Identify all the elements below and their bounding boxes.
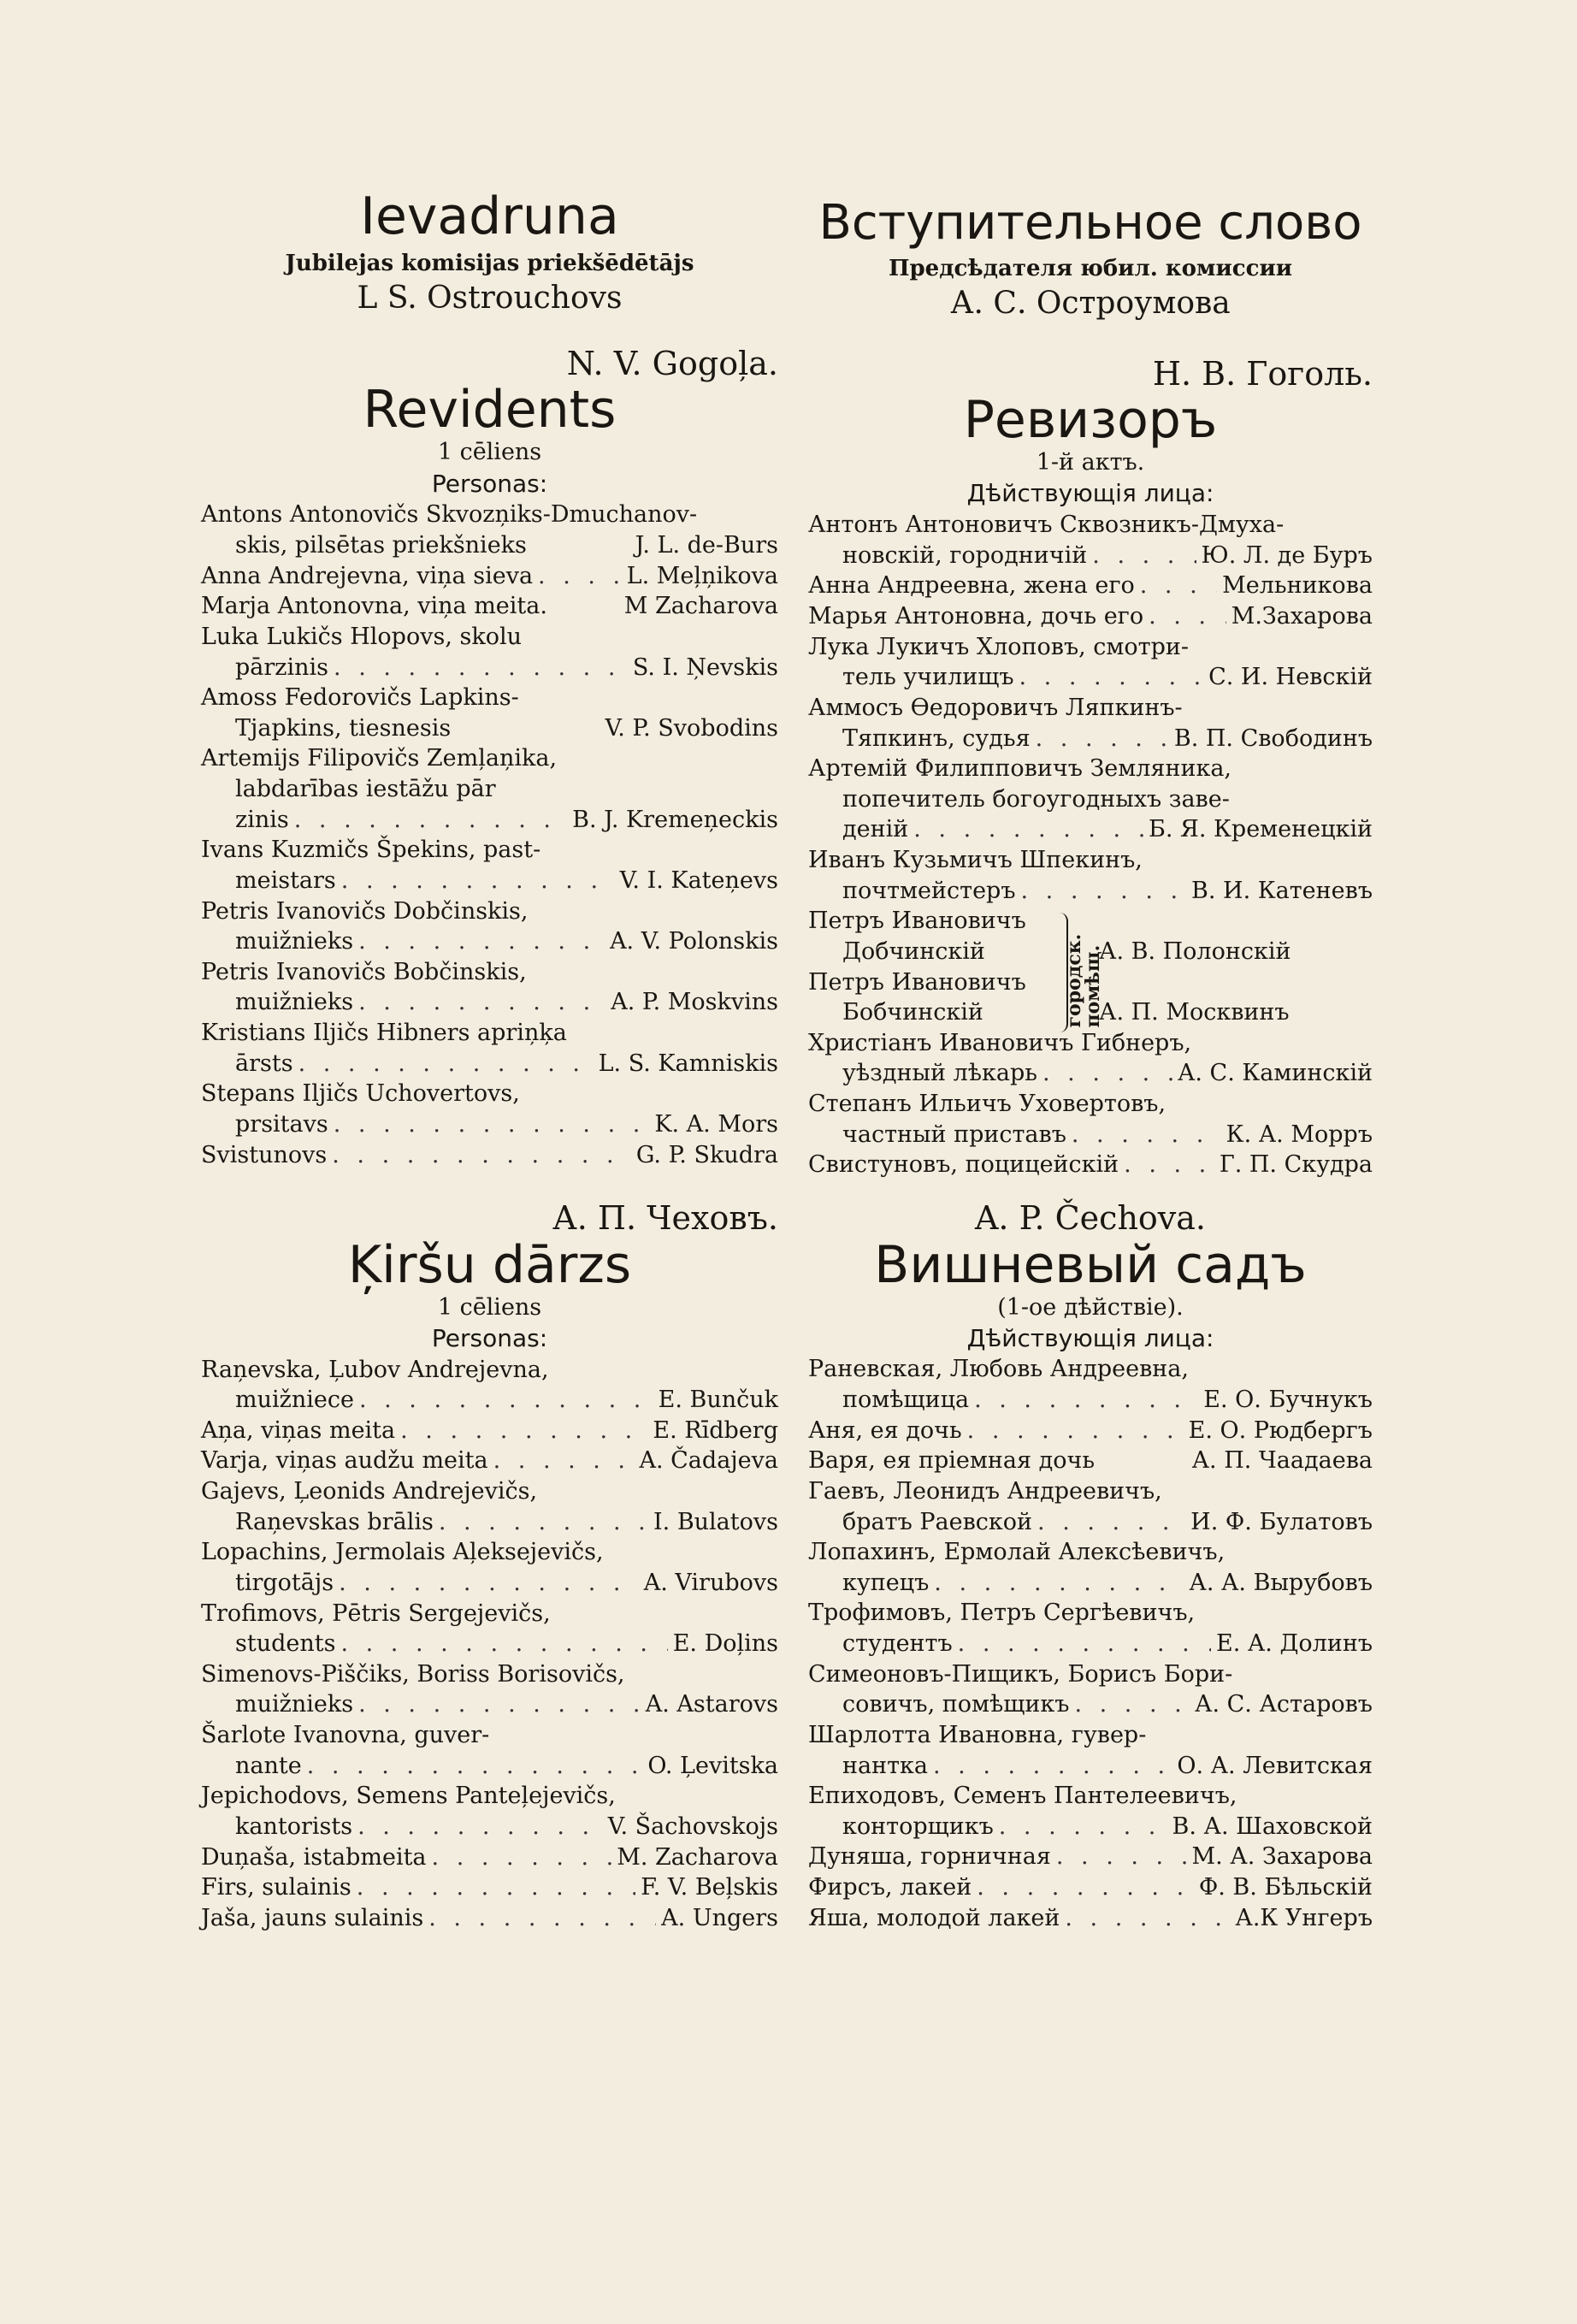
cast-actor: В. П. Свободинъ <box>1173 724 1373 752</box>
cast-role: Trofimovs, Pētris Sergejevičs, <box>201 1600 551 1627</box>
cast-entry <box>808 601 1373 632</box>
cast-role: muižnieks <box>235 928 354 955</box>
cast-role: Anna Andrejevna, viņa sieva <box>201 562 534 589</box>
cast-actor: M. Zacharova <box>617 1843 778 1871</box>
cast-role: Антонъ Антоновичъ Сквозникъ-Дмуха- <box>808 512 1285 539</box>
cast-role: Duņaša, istabmeita <box>201 1843 427 1871</box>
cast-role: Ivans Kuzmičs Špekins, past- <box>201 837 541 864</box>
cast-entry <box>808 1537 1373 1568</box>
cast-entry <box>808 1568 1373 1599</box>
cast-role: Petris Ivanovičs Dobčinskis, <box>201 897 529 925</box>
play1-cast-list <box>201 500 778 1170</box>
cast-actor: V. Šachovskojs <box>607 1812 778 1840</box>
play1-author: N. V. Gogoļa. <box>566 344 778 382</box>
cast-actor: G. P. Skudra <box>635 1141 778 1168</box>
cast-actor: L. S. Kamniskis <box>598 1050 778 1077</box>
cast-role: Gajevs, Ļeonids Andrejevičs, <box>201 1478 538 1505</box>
cast-role: Antons Antonovičs Skvozņiks-Dmuchanov- <box>201 501 698 529</box>
leader-dots <box>340 1629 667 1659</box>
cast-role: Раневская, Любовь Андреевна, <box>808 1356 1189 1383</box>
cast-role: Петръ Ивановичъ <box>808 968 1026 996</box>
intro-speaker-ru: А. С. Остроумова <box>950 285 1231 321</box>
cast-entry <box>201 866 778 896</box>
cast-actor: S. I. Ņevskis <box>632 653 778 681</box>
cast-entry <box>808 1903 1373 1934</box>
cast-role: Šarlote Ivanovna, guver- <box>201 1722 490 1749</box>
cast-entry <box>201 1751 778 1782</box>
cast-role: Шарлотта Ивановна, гувер- <box>808 1721 1147 1748</box>
cast-role: Simenovs-Piščiks, Boriss Borisovičs, <box>201 1660 625 1688</box>
cast-entry <box>201 987 778 1018</box>
cast-entry <box>808 1720 1373 1751</box>
cast-entry <box>201 1629 778 1659</box>
leader-dots <box>1149 601 1226 632</box>
leader-dots <box>1065 1903 1230 1934</box>
cast-role: Luka Lukičs Hlopovs, skolu <box>201 623 522 650</box>
cast-entry <box>808 1476 1373 1507</box>
cast-entry <box>201 743 778 774</box>
cast-actor: Ф. В. Бѣльскій <box>1198 1874 1373 1901</box>
cast-entry <box>201 926 778 957</box>
cast-actor: А.К Унгеръ <box>1235 1904 1373 1931</box>
brace-label: городск. помѣщ. <box>1063 933 1104 1028</box>
leader-dots <box>341 866 615 896</box>
play2-act: 1 cēliens <box>437 1293 542 1321</box>
play1-persons-heading: Personas: <box>431 469 548 498</box>
cast-role: Яша, молодой лакей <box>808 1904 1060 1931</box>
leader-dots <box>294 805 567 836</box>
cast-entry <box>201 957 778 988</box>
cast-role: Лопахинъ, Ермолай Алексѣевичъ, <box>808 1539 1226 1566</box>
cast-role: Епиходовъ, Семенъ Пантелеевичъ, <box>808 1783 1237 1810</box>
cast-role: Raņevska, Ļubov Andrejevna, <box>201 1356 549 1383</box>
cast-entry <box>808 784 1373 815</box>
cast-entry <box>808 1598 1373 1629</box>
cast-entry <box>201 1018 778 1049</box>
play2-persons-heading-ru: Дѣйствующія лица: <box>966 1323 1214 1352</box>
cast-actor: Г. П. Скудра <box>1219 1151 1373 1179</box>
cast-actor: E. Rīdberg <box>653 1416 778 1444</box>
cast-actor: С. И. Невскій <box>1208 664 1373 691</box>
cast-entry <box>201 1781 778 1812</box>
cast-actor: B. J. Kremeņeckis <box>572 806 778 833</box>
cast-role: Симеоновъ-Пищикъ, Борисъ Бори- <box>808 1660 1233 1688</box>
leader-dots <box>1124 1150 1214 1180</box>
play1-author-ru: Н. В. Гоголь. <box>1152 354 1373 393</box>
cast-role: Tjapkins, tiesnesis <box>235 714 452 742</box>
cast-entry <box>808 510 1373 541</box>
cast-actor: M Zacharova <box>623 593 778 620</box>
cast-entry <box>201 1842 778 1873</box>
play2-title: Ķiršu dārzs <box>347 1234 632 1295</box>
cast-entry <box>201 500 778 530</box>
cast-role: попечитель богоугодныхъ заве- <box>842 785 1230 813</box>
leader-dots <box>332 1140 631 1171</box>
cast-actor: А. А. Вырубовъ <box>1189 1569 1373 1596</box>
cast-entry <box>201 1903 778 1934</box>
cast-role: pārzinis <box>235 653 329 681</box>
cast-entry <box>808 1354 1373 1385</box>
cast-actor: О. А. Левитская <box>1177 1752 1373 1779</box>
cast-role: нантка <box>842 1752 928 1779</box>
cast-role: новскій, городничій <box>842 541 1088 569</box>
cast-role: Петръ Ивановичъ <box>808 908 1026 935</box>
cast-entry <box>201 1872 778 1903</box>
cast-entry <box>201 1507 778 1538</box>
leader-dots <box>1036 724 1169 754</box>
cast-entry <box>201 1599 778 1629</box>
leader-dots <box>359 1385 653 1416</box>
cast-entry <box>201 1140 778 1171</box>
cast-role: students <box>235 1630 336 1658</box>
leader-dots <box>1140 571 1217 601</box>
leader-dots <box>358 1689 641 1720</box>
leader-dots <box>493 1446 635 1476</box>
cast-entry <box>808 1028 1373 1059</box>
play1-cast-list-ru-2 <box>808 1028 1373 1180</box>
cast-role: Степанъ Ильичъ Уховертовъ, <box>808 1091 1167 1118</box>
cast-entry <box>808 571 1373 601</box>
cast-actor: К. А. Морръ <box>1226 1121 1373 1148</box>
cast-role: skis, pilsētas priekšnieks <box>235 532 527 559</box>
cast-role: muižnieks <box>235 1691 354 1718</box>
leader-dots <box>334 653 628 683</box>
cast-role: Свистуновъ, поцицейскій <box>808 1151 1119 1179</box>
cast-role: nante <box>235 1752 302 1779</box>
cast-actor: Мельникова <box>1222 572 1373 600</box>
leader-dots <box>934 1568 1184 1599</box>
cast-actor: A. P. Moskvins <box>611 989 778 1016</box>
cast-entry <box>201 683 778 713</box>
cast-actor: A. Virubovs <box>643 1569 778 1596</box>
play2-author-ru: A. P. Čechova. <box>974 1198 1207 1237</box>
cast-role: Анна Андреевна, жена его <box>808 572 1135 600</box>
cast-entry <box>201 1689 778 1720</box>
cast-actor: A. Ungers <box>661 1904 778 1931</box>
cast-role: Варя, ея пріемная дочь <box>808 1447 1096 1475</box>
cast-entry <box>808 1842 1373 1872</box>
cast-entry <box>808 662 1373 693</box>
cast-entry <box>201 1109 778 1140</box>
cast-actor: F. V. Beļskis <box>641 1874 778 1901</box>
play2-cast-list <box>201 1355 778 1934</box>
cast-actor: И. Ф. Булатовъ <box>1190 1508 1373 1535</box>
leader-dots <box>967 1416 1184 1446</box>
cast-entry <box>201 653 778 683</box>
cast-entry <box>808 754 1373 784</box>
cast-role: Фирсъ, лакей <box>808 1874 972 1901</box>
leader-dots <box>357 1872 635 1903</box>
cast-entry <box>808 1416 1373 1446</box>
cast-entry <box>808 1507 1373 1538</box>
leader-dots <box>538 561 622 592</box>
intro-title-ru: Вступительное слово <box>818 195 1362 251</box>
leader-dots <box>958 1629 1211 1659</box>
cast-entry <box>201 1355 778 1386</box>
cast-role: Artemijs Filipovičs Zemļaņika, <box>201 745 558 772</box>
right-column <box>808 195 1373 1933</box>
cast-role: Лука Лукичъ Хлоповъ, смотри- <box>808 633 1190 660</box>
cast-entry <box>808 1812 1373 1842</box>
leader-dots <box>428 1903 656 1934</box>
cast-actor: В. А. Шаховской <box>1172 1812 1373 1840</box>
leader-dots <box>400 1416 647 1446</box>
play1-cast-list-ru <box>808 510 1373 906</box>
cast-role: Артемій Филипповичъ Земляника, <box>808 755 1232 783</box>
cast-entry <box>201 1049 778 1079</box>
cast-actor: Ю. Л. де Буръ <box>1201 541 1373 569</box>
cast-actor: E. Doļins <box>672 1630 778 1658</box>
leader-dots <box>1037 1507 1185 1538</box>
cast-entry <box>201 1446 778 1476</box>
cast-entry <box>201 1079 778 1109</box>
leader-dots <box>357 1812 603 1842</box>
cast-role: Varja, viņas audžu meita <box>201 1447 488 1475</box>
leader-dots <box>358 926 605 957</box>
intro-title: Ievadruna <box>360 186 619 246</box>
play1-act-ru: 1-й актъ. <box>1036 449 1145 476</box>
cast-role: Дуняша, горничная <box>808 1843 1051 1871</box>
cast-entry <box>201 1659 778 1690</box>
play2-title-ru: Вишневый садъ <box>874 1234 1307 1295</box>
cast-actor: А. П. Москвинъ <box>1099 999 1290 1026</box>
cast-role: Marja Antonovna, viņa meita. <box>201 593 547 620</box>
cast-role: Марья Антоновна, дочь его <box>808 603 1144 630</box>
play1-title: Revidents <box>363 380 617 441</box>
cast-entry <box>201 774 778 805</box>
cast-role: zinis <box>235 806 289 833</box>
play2-act-ru: (1-ое дѣйствіе). <box>997 1293 1184 1321</box>
cast-entry <box>201 530 778 561</box>
cast-role: muižnieks <box>235 989 354 1016</box>
cast-entry <box>808 1629 1373 1659</box>
cast-role: Аня, ея дочь <box>808 1416 962 1444</box>
cast-role: tirgotājs <box>235 1569 334 1596</box>
leader-dots <box>334 1109 650 1140</box>
leader-dots <box>1019 662 1204 693</box>
cast-role: Raņevskas brālis <box>235 1508 434 1535</box>
cast-actor: J. L. de-Burs <box>635 532 778 559</box>
leader-dots <box>1021 876 1187 907</box>
cast-entry <box>201 1416 778 1446</box>
cast-actor: А. С. Каминскій <box>1177 1060 1373 1087</box>
leader-dots <box>432 1842 612 1873</box>
cast-role: muižniece <box>235 1387 354 1414</box>
cast-actor: V. I. Kateņevs <box>619 866 778 894</box>
cast-role: Гаевъ, Леонидъ Андреевичъ, <box>808 1477 1162 1505</box>
cast-entry <box>201 591 778 622</box>
cast-entry <box>808 814 1373 845</box>
leader-dots <box>298 1049 594 1079</box>
cast-actor: М.Захарова <box>1231 603 1373 630</box>
cast-actor: А. С. Астаровъ <box>1195 1691 1373 1718</box>
cast-role: помѣщица <box>842 1387 970 1414</box>
cast-entry <box>808 724 1373 754</box>
cast-role: совичъ, помѣщикъ <box>842 1691 1070 1718</box>
cast-role: Firs, sulainis <box>201 1874 351 1901</box>
cast-actor: Е. А. Долинъ <box>1215 1630 1373 1658</box>
cast-entry <box>201 1385 778 1416</box>
play1-persons-heading-ru: Дѣйствующія лица: <box>966 479 1214 508</box>
cast-role: Stepans Iljičs Uchovertovs, <box>201 1080 520 1108</box>
cast-actor: O. Ļevitska <box>647 1752 778 1779</box>
leader-dots <box>913 814 1143 845</box>
cast-role: уѣздный лѣкарь <box>842 1060 1037 1087</box>
left-column <box>201 186 778 1933</box>
cast-entry <box>808 1446 1373 1476</box>
cast-entry <box>201 622 778 653</box>
cast-role: Иванъ Кузьмичъ Шпекинъ, <box>808 847 1143 874</box>
cast-actor: I. Bulatovs <box>653 1508 778 1535</box>
leader-dots <box>1042 1058 1172 1089</box>
leader-dots <box>1074 1689 1190 1720</box>
cast-entry <box>808 1751 1373 1782</box>
cast-role: почтмейстеръ <box>842 877 1016 904</box>
cast-role: Aņa, viņas meita <box>201 1416 396 1444</box>
cast-role: Petris Ivanovičs Bobčinskis, <box>201 958 527 985</box>
cast-entry <box>808 876 1373 907</box>
leader-dots <box>307 1751 643 1782</box>
cast-actor: A. V. Polonskis <box>610 928 778 955</box>
leader-dots <box>1092 541 1196 571</box>
cast-entry <box>808 1120 1373 1150</box>
cast-role: Lopachins, Jermolais Aļeksejevičs, <box>201 1539 604 1566</box>
cast-role: купецъ <box>842 1569 930 1596</box>
cast-role: Аммосъ Өедоровичъ Ляпкинъ- <box>808 694 1183 721</box>
cast-actor: А. П. Чаадаева <box>1191 1447 1373 1475</box>
cast-entry <box>808 1781 1373 1812</box>
cast-role: prsitavs <box>235 1110 328 1138</box>
cast-role: братъ Раевской <box>842 1508 1033 1535</box>
leader-dots <box>1072 1120 1221 1150</box>
cast-entry <box>808 632 1373 663</box>
cast-role: meistars <box>235 866 336 894</box>
cast-entry <box>808 1089 1373 1120</box>
play2-persons-heading: Personas: <box>431 1323 548 1352</box>
cast-entry <box>201 1568 778 1599</box>
cast-role: Kristians Iljičs Hibners apriņķa <box>201 1020 567 1046</box>
leader-dots <box>933 1751 1172 1782</box>
intro-speaker: L S. Ostrouchovs <box>357 281 623 316</box>
cast-entry <box>808 1385 1373 1416</box>
cast-role: конторщикъ <box>842 1812 994 1840</box>
cast-actor: М. А. Захарова <box>1191 1843 1373 1871</box>
play2-author: А. П. Чеховъ. <box>552 1199 778 1238</box>
cast-role: Amoss Fedorovičs Lapkins- <box>201 684 519 712</box>
cast-role: студентъ <box>842 1630 953 1658</box>
cast-entry <box>201 805 778 836</box>
play1-title-ru: Ревизоръ <box>963 390 1218 451</box>
play2-cast-list-ru <box>808 1354 1373 1933</box>
cast-role: ārsts <box>235 1050 293 1077</box>
cast-entry <box>808 1058 1373 1089</box>
cast-actor: Е. О. Рюдбергъ <box>1188 1416 1373 1444</box>
cast-entry <box>808 1150 1373 1180</box>
cast-role: Добчинскій <box>842 937 985 965</box>
cast-entry <box>201 1812 778 1842</box>
leader-dots <box>999 1812 1167 1842</box>
cast-role: Трофимовъ, Петръ Сергѣевичъ, <box>808 1600 1196 1627</box>
cast-role: Jepichodovs, Semens Panteļejevičs, <box>201 1783 616 1810</box>
cast-role: тель училищъ <box>842 664 1014 691</box>
leader-dots <box>1056 1842 1187 1872</box>
cast-entry <box>201 1476 778 1507</box>
leader-dots <box>974 1385 1198 1416</box>
cast-entry <box>808 541 1373 571</box>
cast-actor: А. В. Полонскій <box>1099 937 1291 965</box>
cast-actor: A. Astarovs <box>645 1691 778 1718</box>
leader-dots <box>358 987 605 1018</box>
intro-subtitle: Jubilejas komisijas priekšēdētājs <box>285 251 694 276</box>
cast-role: Христіанъ Ивановичъ Гибнеръ, <box>808 1029 1192 1056</box>
cast-entry <box>808 845 1373 876</box>
cast-actor: В. И. Катеневъ <box>1191 877 1373 904</box>
cast-actor: L. Meļņikova <box>626 562 778 589</box>
cast-entry <box>201 1537 778 1568</box>
cast-role: частный приставъ <box>842 1121 1066 1148</box>
cast-entry <box>808 1872 1373 1903</box>
brace-block <box>808 906 1373 1028</box>
cast-entry <box>201 713 778 744</box>
play1-act: 1 cēliens <box>437 439 542 466</box>
leader-dots <box>439 1507 648 1538</box>
cast-role: Svistunovs <box>201 1141 328 1168</box>
cast-role: деній <box>842 816 909 843</box>
cast-role: Бобчинскій <box>842 999 983 1026</box>
cast-actor: A. Čadajeva <box>639 1447 778 1475</box>
leader-dots <box>977 1872 1194 1903</box>
cast-role: Jaša, jauns sulainis <box>201 1904 424 1931</box>
intro-subtitle-ru: Предсѣдателя юбил. комиссии <box>888 255 1293 281</box>
cast-actor: Е. О. Бучнукъ <box>1203 1387 1373 1414</box>
leader-dots <box>339 1568 639 1599</box>
cast-entry <box>201 896 778 927</box>
cast-entry <box>808 1659 1373 1690</box>
cast-actor: V. P. Svobodins <box>605 714 778 742</box>
cast-entry <box>201 1720 778 1751</box>
cast-actor: K. A. Mors <box>654 1110 778 1138</box>
cast-actor: E. Bunčuk <box>658 1387 778 1414</box>
cast-role: kantorists <box>235 1812 353 1840</box>
cast-entry <box>808 693 1373 724</box>
cast-entry <box>201 835 778 866</box>
cast-role: labdarības iestāžu pār <box>235 776 496 802</box>
cast-entry <box>808 1689 1373 1720</box>
cast-role: Тяпкинъ, судья <box>842 724 1031 752</box>
cast-entry <box>201 561 778 592</box>
cast-actor: Б. Я. Кременецкій <box>1149 816 1373 843</box>
